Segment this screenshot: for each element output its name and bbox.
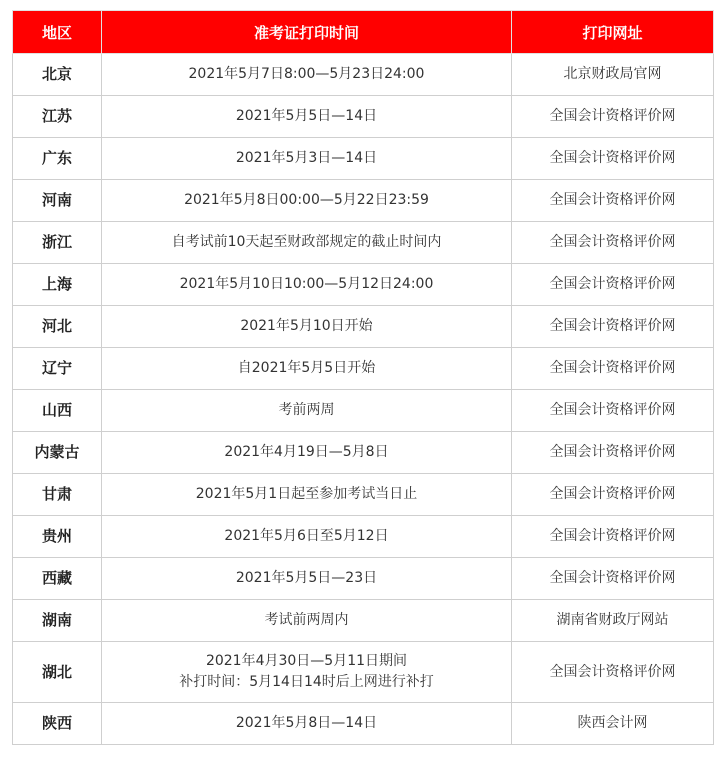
print-time-line: 2021年5月6日至5月12日 xyxy=(224,528,389,544)
print-time-cell xyxy=(102,558,512,600)
print-time-line: 补打时间：5月14日14时后上网进行补打 xyxy=(179,674,434,690)
print-time-cell xyxy=(102,474,512,516)
table-row xyxy=(13,138,714,180)
region-cell: 陕西 xyxy=(13,703,102,745)
print-site-cell: 全国会计资格评价网 xyxy=(512,306,714,348)
table-row xyxy=(13,306,714,348)
table-row xyxy=(13,558,714,600)
print-time-cell xyxy=(102,96,512,138)
region-cell: 内蒙古 xyxy=(13,432,102,474)
print-time-line: 2021年4月19日—5月8日 xyxy=(224,444,389,460)
print-time-cell xyxy=(102,600,512,642)
print-time-line: 2021年5月5日—23日 xyxy=(235,570,378,586)
print-time-cell xyxy=(102,180,512,222)
print-site-cell: 全国会计资格评价网 xyxy=(512,348,714,390)
table-row xyxy=(13,348,714,390)
print-time-line: 考前两周 xyxy=(278,402,335,418)
region-cell: 山西 xyxy=(13,390,102,432)
table-row xyxy=(13,642,714,703)
print-time-line: 2021年5月3日—14日 xyxy=(235,150,378,166)
region-cell: 西藏 xyxy=(13,558,102,600)
print-time-cell xyxy=(102,306,512,348)
print-site-cell: 全国会计资格评价网 xyxy=(512,180,714,222)
region-cell: 辽宁 xyxy=(13,348,102,390)
table-row xyxy=(13,180,714,222)
table-row xyxy=(13,516,714,558)
region-cell: 贵州 xyxy=(13,516,102,558)
print-time-line: 2021年5月10日开始 xyxy=(240,318,373,334)
print-time-cell xyxy=(102,138,512,180)
print-site-cell: 全国会计资格评价网 xyxy=(512,96,714,138)
print-time-line: 2021年5月1日起至参加考试当日止 xyxy=(195,486,418,502)
header-row xyxy=(13,11,714,54)
print-time-line: 自2021年5月5日开始 xyxy=(237,360,376,376)
region-cell: 江苏 xyxy=(13,96,102,138)
print-time-cell xyxy=(102,54,512,96)
table-row xyxy=(13,432,714,474)
print-time-cell xyxy=(102,348,512,390)
print-site-cell: 陕西会计网 xyxy=(512,703,714,745)
region-cell: 河北 xyxy=(13,306,102,348)
table-row xyxy=(13,600,714,642)
print-site-cell: 全国会计资格评价网 xyxy=(512,558,714,600)
region-cell: 北京 xyxy=(13,54,102,96)
region-cell: 湖南 xyxy=(13,600,102,642)
print-time-line: 自考试前10天起至财政部规定的截止时间内 xyxy=(171,234,442,250)
table-row xyxy=(13,96,714,138)
print-time-line: 2021年5月8日—14日 xyxy=(235,715,378,731)
print-site-cell: 全国会计资格评价网 xyxy=(512,474,714,516)
print-time-cell xyxy=(102,432,512,474)
header-print-time: 准考证打印时间 xyxy=(102,11,512,54)
print-site-cell: 全国会计资格评价网 xyxy=(512,432,714,474)
table-row xyxy=(13,703,714,745)
region-cell: 广东 xyxy=(13,138,102,180)
print-time-line: 2021年5月5日—14日 xyxy=(235,108,378,124)
region-cell: 甘肃 xyxy=(13,474,102,516)
print-time-line: 考试前两周内 xyxy=(264,612,349,628)
table-row xyxy=(13,264,714,306)
table-row xyxy=(13,54,714,96)
table-header xyxy=(13,11,714,54)
table-row xyxy=(13,222,714,264)
print-site-cell: 全国会计资格评价网 xyxy=(512,222,714,264)
print-time-cell xyxy=(102,222,512,264)
print-time-cell xyxy=(102,390,512,432)
region-cell: 河南 xyxy=(13,180,102,222)
print-time-line: 2021年5月7日8:00—5月23日24:00 xyxy=(188,66,425,82)
header-region: 地区 xyxy=(13,11,102,54)
print-time-cell xyxy=(102,264,512,306)
print-site-cell: 全国会计资格评价网 xyxy=(512,642,714,703)
exam-schedule-table-wrapper xyxy=(12,10,714,745)
table-row xyxy=(13,390,714,432)
print-site-cell: 北京财政局官网 xyxy=(512,54,714,96)
print-site-cell: 全国会计资格评价网 xyxy=(512,390,714,432)
exam-schedule-table xyxy=(12,10,714,745)
print-time-line: 2021年5月10日10:00—5月12日24:00 xyxy=(179,276,434,292)
table-body xyxy=(13,54,714,745)
print-time-cell xyxy=(102,703,512,745)
print-time-cell xyxy=(102,642,512,703)
header-print-site: 打印网址 xyxy=(512,11,714,54)
print-time-line: 2021年4月30日—5月11日期间 xyxy=(205,653,408,669)
print-site-cell: 全国会计资格评价网 xyxy=(512,138,714,180)
print-time-line: 2021年5月8日00:00—5月22日23:59 xyxy=(184,192,429,208)
region-cell: 上海 xyxy=(13,264,102,306)
print-time-cell xyxy=(102,516,512,558)
region-cell: 浙江 xyxy=(13,222,102,264)
print-site-cell: 湖南省财政厅网站 xyxy=(512,600,714,642)
print-site-cell: 全国会计资格评价网 xyxy=(512,264,714,306)
region-cell: 湖北 xyxy=(13,642,102,703)
table-row xyxy=(13,474,714,516)
print-site-cell: 全国会计资格评价网 xyxy=(512,516,714,558)
